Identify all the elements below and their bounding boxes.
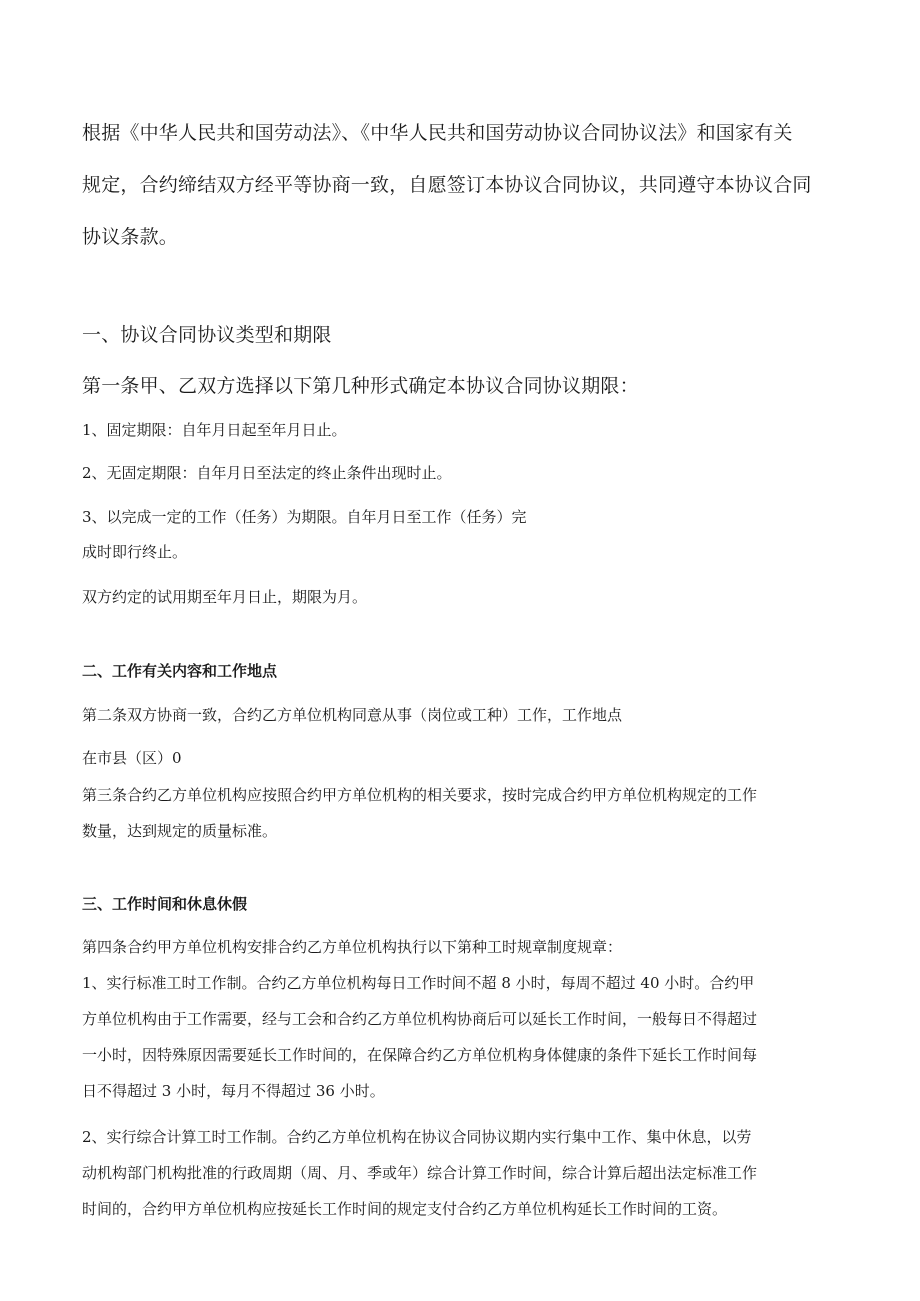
section-3-heading: 三、工作时间和休息休假 — [82, 895, 248, 913]
article-3-line-2: 数量，达到规定的质量标准。 — [82, 822, 278, 840]
section-3-item-2-line-1: 2、实行综合计算工时工作制。合约乙方单位机构在协议合同协议期内实行集中工作、集中休息，以劳 — [82, 1128, 752, 1146]
article-2-line-2: 在市县（区）0 — [82, 749, 182, 767]
intro-line-2: 规定，合约缔结双方经平等协商一致，自愿签订本协议合同协议，共同遵守本协议合同 — [82, 174, 812, 196]
section-1-item-3-line-2: 成时即行终止。 — [82, 543, 188, 561]
intro-line-3: 协议条款。 — [82, 226, 179, 248]
section-3-item-1-line-1: 1、实行标准工时工作制。合约乙方单位机构每日工作时间不超 8 小时，每周不超过 40 小时。合约甲 — [82, 974, 755, 992]
section-3-item-2-line-3: 时间的，合约甲方单位机构应按延长工作时间的规定支付合约乙方单位机构延长工作时间的工资。 — [82, 1200, 728, 1218]
section-3-item-1-line-2: 方单位机构由于工作需要，经与工会和合约乙方单位机构协商后可以延长工作时间，一般每日不得超过 — [82, 1010, 758, 1028]
section-2-heading: 二、工作有关内容和工作地点 — [82, 662, 278, 680]
section-1-item-2: 2、无固定期限：自年月日至法定的终止条件出现时止。 — [82, 464, 452, 482]
article-2-line-1: 第二条双方协商一致，合约乙方单位机构同意从事（岗位或工种）工作，工作地点 — [82, 706, 623, 724]
probation-clause: 双方约定的试用期至年月日止，期限为月。 — [82, 588, 368, 606]
section-1-heading: 一、协议合同协议类型和期限 — [82, 324, 332, 346]
article-1: 第一条甲、乙双方选择以下第几种形式确定本协议合同协议期限： — [82, 375, 639, 397]
section-3-item-1-line-4: 日不得超过 3 小时，每月不得超过 36 小时。 — [82, 1082, 385, 1100]
article-4: 第四条合约甲方单位机构安排合约乙方单位机构执行以下第种工时规章制度规章： — [82, 938, 623, 956]
section-3-item-2-line-2: 动机构部门机构批准的行政周期（周、月、季或年）综合计算工作时间，综合计算后超出法定标准工作 — [82, 1164, 758, 1182]
section-1-item-1: 1、固定期限：自年月日起至年月日止。 — [82, 421, 347, 439]
article-3-line-1: 第三条合约乙方单位机构应按照合约甲方单位机构的相关要求，按时完成合约甲方单位机构规定的工作 — [82, 786, 758, 804]
section-3-item-1-line-3: 一小时，因特殊原因需要延长工作时间的，在保障合约乙方单位机构身体健康的条件下延长工作时间每 — [82, 1046, 758, 1064]
intro-line-1: 根据《中华人民共和国劳动法》、《中华人民共和国劳动协议合同协议法》和国家有关 — [82, 122, 793, 144]
section-1-item-3-line-1: 3、以完成一定的工作（任务）为期限。自年月日至工作（任务）完 — [82, 508, 527, 526]
